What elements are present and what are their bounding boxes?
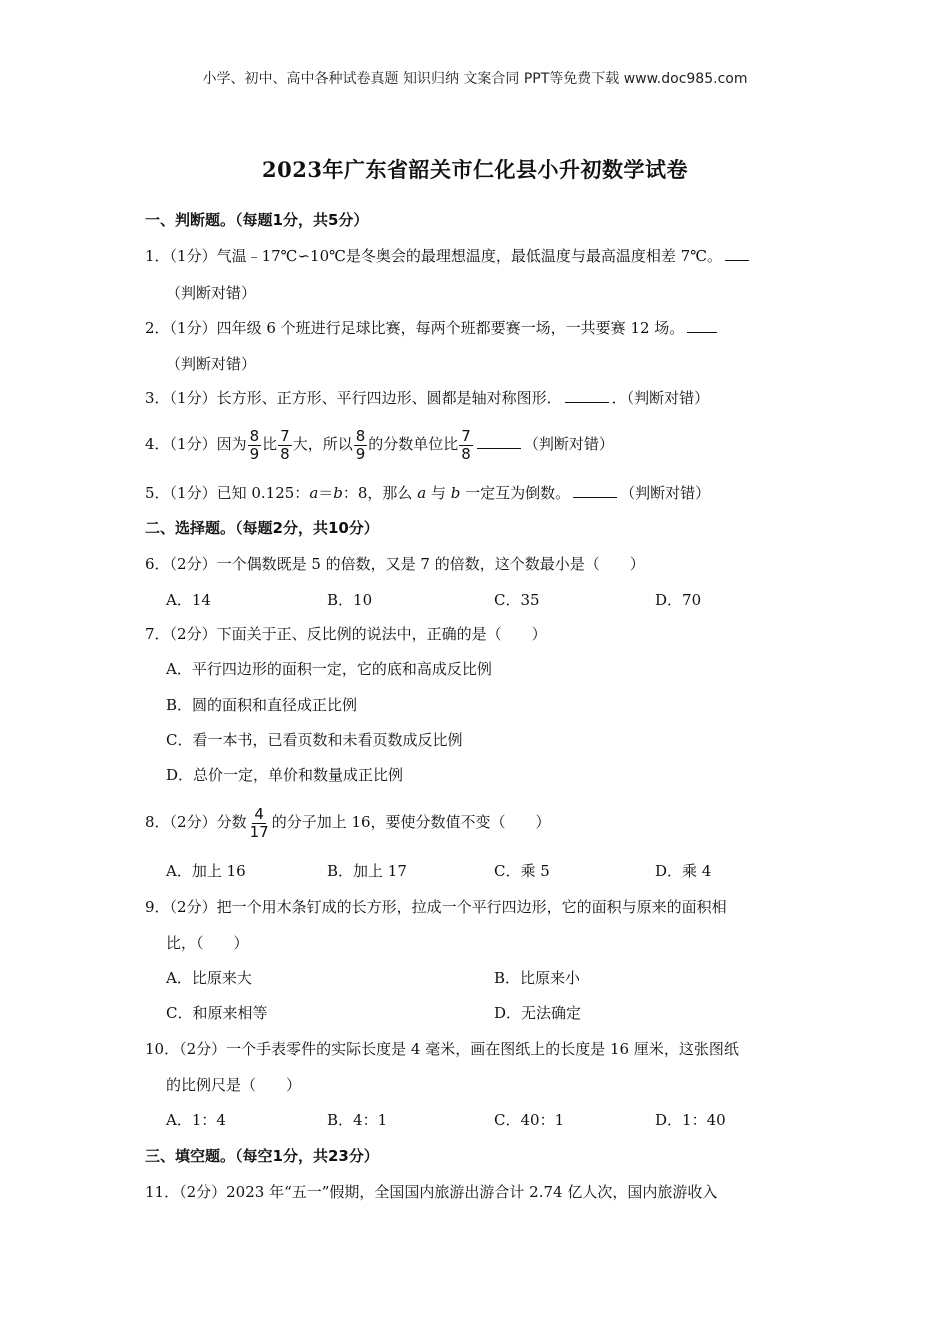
fraction-denominator: 9	[249, 444, 260, 463]
variable-b: b	[333, 484, 343, 502]
question-9-line-2: 比，（ ）	[166, 934, 249, 952]
option-d[interactable]: D．总价一定，单价和数量成正比例	[166, 766, 404, 784]
section-heading-fill-blank: 三、填空题。（每空1分，共23分）	[145, 1147, 379, 1165]
option-a[interactable]: A．1：4	[166, 1111, 226, 1129]
option-d[interactable]: D．1：40	[655, 1111, 726, 1129]
question-5-text-4: 一定互为倒数。	[460, 484, 571, 502]
option-a[interactable]: A．加上 16	[166, 862, 246, 880]
fraction-8-9	[354, 428, 368, 463]
question-5	[145, 482, 710, 504]
variable-a: a	[417, 484, 427, 502]
fraction-numerator: 8	[249, 426, 260, 445]
question-4-tail: （判断对错）	[523, 435, 614, 453]
question-4	[145, 425, 614, 463]
answer-blank[interactable]	[725, 246, 749, 261]
section-heading-choice: 二、选择题。（每题2分，共10分）	[145, 519, 379, 537]
question-2-text: 2．（1分）四年级 6 个班进行足球比赛，每两个班都要赛一场，一共要赛 12 场。	[145, 319, 685, 337]
option-d[interactable]: D．70	[655, 591, 702, 609]
question-10-line-1: 10．（2分）一个手表零件的实际长度是 4 毫米，画在图纸上的长度是 16 厘米，这张图纸	[145, 1040, 739, 1058]
fraction-7-8	[459, 428, 473, 463]
option-c[interactable]: C．和原来相等	[166, 1004, 268, 1022]
question-10-line-2: 的比例尺是（ ）	[166, 1076, 302, 1094]
option-d[interactable]: D．无法确定	[494, 1004, 582, 1022]
question-3-text: 3．（1分）长方形、正方形、平行四边形、圆都是轴对称图形．	[145, 389, 562, 407]
question-3	[145, 387, 709, 409]
variable-b: b	[450, 484, 461, 502]
question-1-tail: （判断对错）	[166, 284, 257, 302]
section-heading-judgement: 一、判断题。（每题1分，共5分）	[145, 211, 369, 229]
question-5-text-1: 5．（1分）已知 0.125：	[145, 484, 310, 502]
question-1-text: 1．（1分）气温﹣17℃∽10℃是冬奥会的最理想温度，最低温度与最高温度相差 7℃。	[145, 247, 722, 265]
question-3-tail: ．（判断对错）	[611, 389, 710, 407]
question-4-text-4: 的分数单位比	[368, 435, 459, 453]
question-5-text-2: ：8，那么	[342, 484, 418, 502]
option-a[interactable]: A．比原来大	[166, 969, 252, 987]
fraction-denominator: 8	[461, 444, 471, 463]
question-1	[145, 245, 752, 267]
page-header: 小学、初中、高中各种试卷真题 知识归纳 文案合同 PPT等免费下载 www.doc985.com	[202, 71, 748, 87]
question-8-text-1: 8．（2分）分数	[145, 813, 247, 831]
fraction-numerator: 7	[280, 426, 290, 445]
option-a[interactable]: A．平行四边形的面积一定，它的底和高成反比例	[166, 660, 492, 678]
answer-blank[interactable]	[477, 434, 521, 449]
question-4-text-1: 4．（1分）因为	[145, 435, 247, 453]
question-4-text-2: 比	[262, 435, 278, 453]
fraction-numerator: 7	[461, 426, 471, 445]
question-2	[145, 317, 720, 339]
fraction-numerator: 4	[254, 804, 264, 823]
fraction-denominator: 17	[249, 822, 269, 841]
fraction-7-8	[278, 428, 292, 463]
option-c[interactable]: C．35	[494, 591, 540, 609]
option-c[interactable]: C．看一本书，已看页数和未看页数成反比例	[166, 731, 463, 749]
variable-a: a	[309, 484, 319, 502]
fraction-numerator: 8	[355, 426, 366, 445]
option-b[interactable]: B．比原来小	[494, 969, 581, 987]
question-4-text-3: 大，所以	[292, 435, 353, 453]
answer-blank[interactable]	[565, 388, 609, 403]
question-6: 6．（2分）一个偶数既是 5 的倍数，又是 7 的倍数，这个数最小是（ ）	[145, 555, 645, 573]
option-c[interactable]: C．乘 5	[494, 862, 550, 880]
option-a[interactable]: A．14	[166, 591, 211, 609]
equals-sign: ＝	[318, 484, 334, 502]
option-b[interactable]: B．圆的面积和直径成正比例	[166, 696, 358, 714]
fraction-8-9	[248, 428, 262, 463]
option-c[interactable]: C．40：1	[494, 1111, 565, 1129]
fraction-denominator: 8	[280, 444, 290, 463]
fraction-4-17	[248, 806, 271, 841]
fraction-denominator: 9	[355, 444, 366, 463]
answer-blank[interactable]	[687, 318, 717, 333]
question-9-line-1: 9．（2分）把一个用木条钉成的长方形，拉成一个平行四边形，它的面积与原来的面积相	[145, 898, 727, 916]
question-7: 7．（2分）下面关于正、反比例的说法中，正确的是（ ）	[145, 625, 547, 643]
option-b[interactable]: B．10	[327, 591, 373, 609]
question-2-tail: （判断对错）	[166, 355, 257, 373]
option-b[interactable]: B．4：1	[327, 1111, 388, 1129]
answer-blank[interactable]	[573, 483, 617, 498]
question-8	[145, 803, 551, 841]
exam-title: 2023年广东省韶关市仁化县小升初数学试卷	[262, 157, 688, 182]
question-8-text-2: 的分子加上 16，要使分数值不变（ ）	[271, 813, 551, 831]
option-d[interactable]: D．乘 4	[655, 862, 712, 880]
question-5-tail: （判断对错）	[620, 484, 711, 502]
question-5-text-3: 与	[426, 484, 451, 502]
question-11-line-1: 11．（2分）2023 年“五一”假期，全国国内旅游出游合计 2.74 亿人次，国内旅游收入	[145, 1183, 718, 1201]
option-b[interactable]: B．加上 17	[327, 862, 407, 880]
